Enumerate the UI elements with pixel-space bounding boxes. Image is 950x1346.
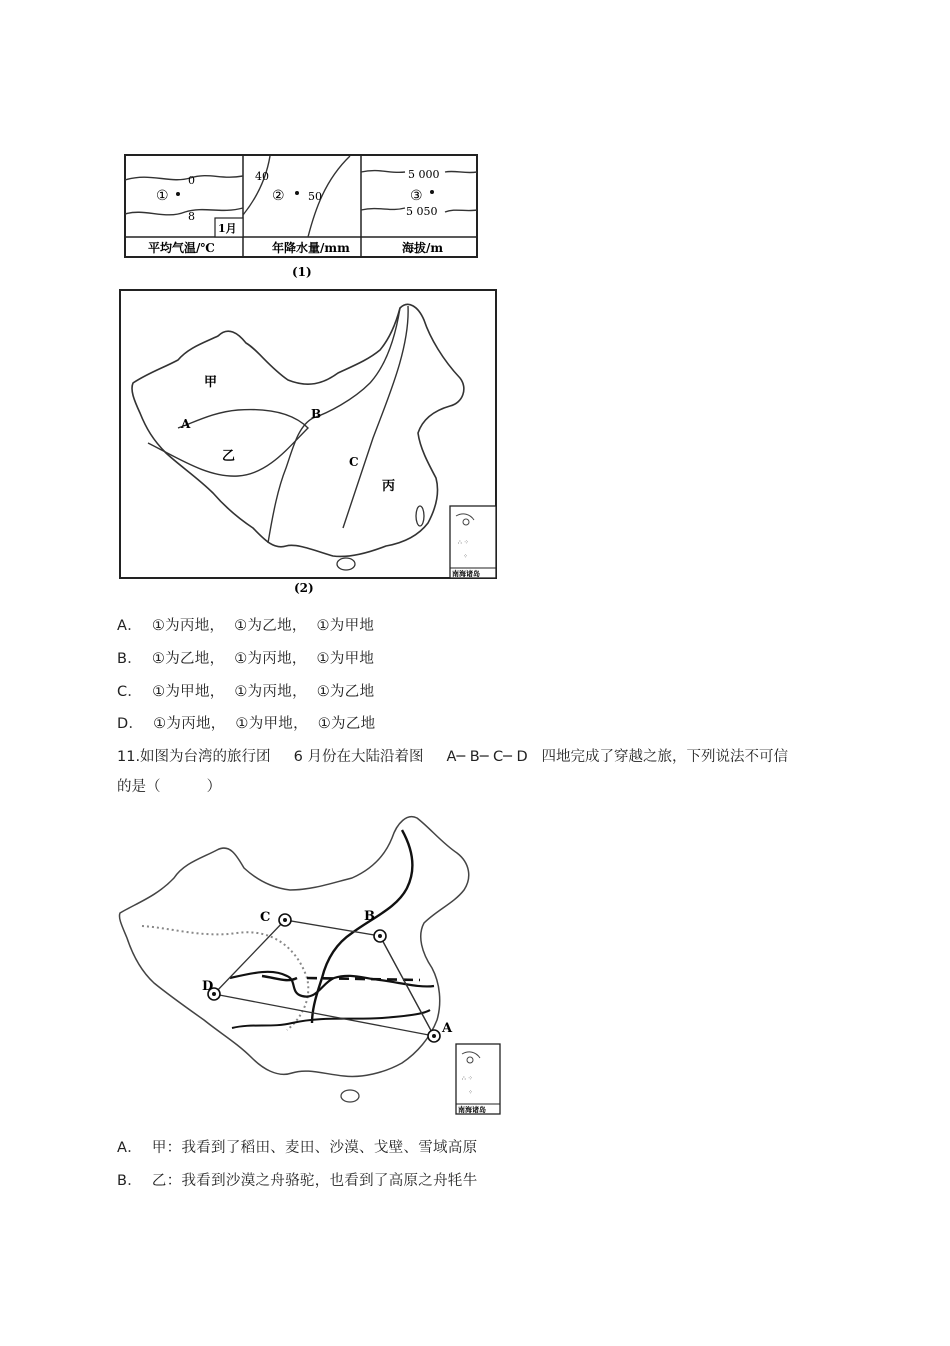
point-c: C bbox=[349, 455, 359, 469]
q10-option-b[interactable]: B． ①为乙地， ①为丙地， ①为甲地 bbox=[117, 651, 375, 667]
inset-label-3: 南海诸岛 bbox=[458, 1105, 486, 1114]
panel2-caption: 年降水量/mm bbox=[272, 241, 350, 255]
q11-stem-line2: 的是（ ） bbox=[117, 779, 222, 795]
panel1-note: 1月 bbox=[218, 222, 237, 235]
figure2-label: (2) bbox=[294, 581, 314, 595]
svg-text:⁘: ⁘ bbox=[463, 553, 469, 560]
panel2-iso-right: 50 bbox=[308, 190, 322, 203]
panel3-iso-upper: 5 000 bbox=[408, 168, 440, 181]
figure-3-route-map bbox=[112, 808, 504, 1118]
q11-option-a[interactable]: A． 甲：我看到了稻田、麦田、沙漠、戈壁、雪域高原 bbox=[117, 1140, 478, 1156]
q10-option-c[interactable]: C． ①为甲地， ①为丙地， ①为乙地 bbox=[117, 684, 375, 700]
route-point-d: D bbox=[202, 979, 214, 994]
route-point-c: C bbox=[260, 910, 271, 925]
route-point-b: B bbox=[364, 909, 375, 924]
svg-text:∴ ⁘: ∴ ⁘ bbox=[462, 1075, 473, 1082]
panel2-iso-left: 40 bbox=[255, 170, 269, 183]
figure1-label: (1) bbox=[292, 265, 312, 279]
region-yi: 乙 bbox=[222, 449, 236, 464]
panel1-iso-lower: 8 bbox=[188, 210, 195, 223]
figure-2-china-map bbox=[118, 288, 500, 598]
panel3-iso-lower: 5 050 bbox=[406, 205, 438, 218]
point-a: A bbox=[181, 417, 191, 431]
route-point-a: A bbox=[442, 1021, 453, 1036]
q11-option-b[interactable]: B． 乙：我看到沙漠之舟骆驼，也看到了高原之舟牦牛 bbox=[117, 1173, 478, 1189]
panel1-marker: ① bbox=[156, 188, 169, 204]
region-jia: 甲 bbox=[204, 375, 218, 390]
panel3-caption: 海拔/m bbox=[402, 241, 444, 255]
panel2-marker: ② bbox=[272, 188, 285, 204]
svg-text:∴ ⁘: ∴ ⁘ bbox=[458, 539, 469, 546]
q10-option-d[interactable]: D． ①为丙地， ①为甲地， ①为乙地 bbox=[117, 716, 376, 732]
inset-label: 南海诸岛 bbox=[452, 569, 480, 578]
point-b: B bbox=[311, 407, 322, 421]
q11-stem-line1: 11.如图为台湾的旅行团 6 月份在大陆沿着图 A─ B─ C─ D 四地完成了穿越之旅，下列说法不可信 bbox=[117, 749, 788, 765]
svg-text:⁘: ⁘ bbox=[468, 1089, 474, 1096]
figure-1-isoline-panels bbox=[120, 150, 490, 280]
region-bing: 丙 bbox=[382, 479, 396, 494]
q10-option-a[interactable]: A． ①为丙地， ①为乙地， ①为甲地 bbox=[117, 618, 375, 634]
panel3-marker: ③ bbox=[410, 188, 423, 204]
panel1-iso-upper: 0 bbox=[188, 174, 195, 187]
panel1-caption: 平均气温/℃ bbox=[148, 241, 215, 255]
